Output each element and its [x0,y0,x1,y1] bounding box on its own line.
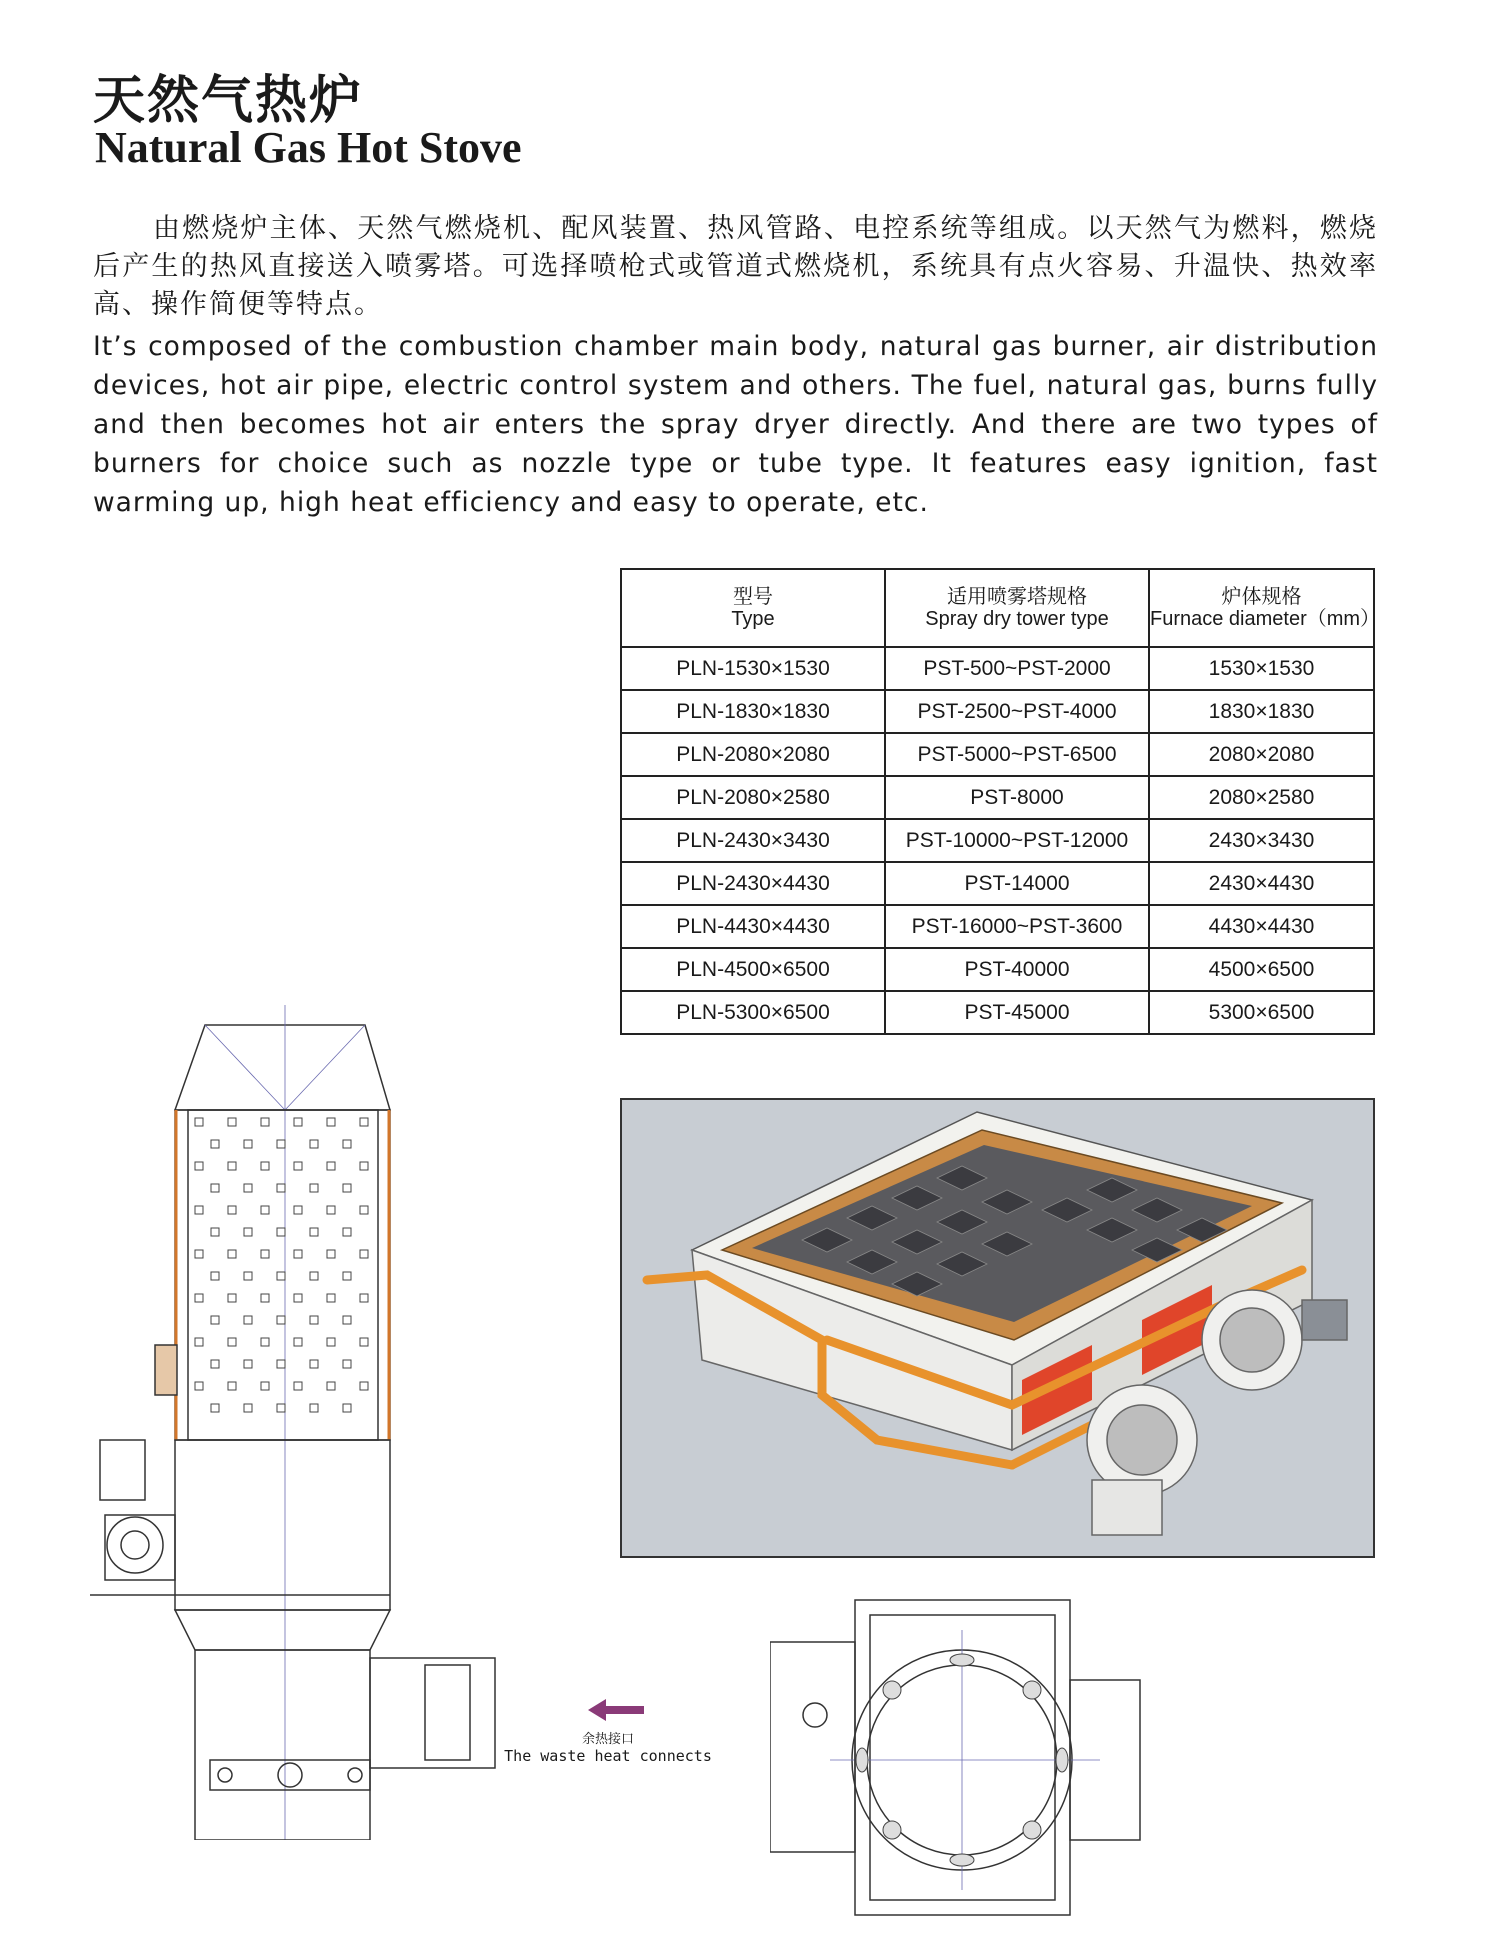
cell-diameter: 1530×1530 [1149,647,1374,690]
header-furnace-cn: 炉体规格 [1221,584,1302,608]
table-row [621,690,1374,733]
cell-diameter: 1830×1830 [1149,690,1374,733]
cell-diameter: 4430×4430 [1149,905,1374,948]
cell-diameter: 2430×4430 [1149,862,1374,905]
header-spray-tower-cn: 适用喷雾塔规格 [947,584,1087,608]
furnace-render-illustration [622,1100,1373,1556]
waste-heat-label [498,1728,718,1765]
header-type-en: Type [731,608,775,630]
table-header-row [621,569,1374,647]
cell-type: PLN-2430×4430 [621,862,885,905]
cell-type: PLN-2430×3430 [621,819,885,862]
table-row [621,776,1374,819]
cell-diameter: 2080×2580 [1149,776,1374,819]
header-furnace-en: Furnace diameter（mm） [1150,608,1381,630]
furnace-3d-render [620,1098,1375,1558]
header-type [621,569,885,647]
waste-heat-label-cn: 余热接口 [581,1732,634,1747]
stove-plan-drawing [770,1590,1170,1920]
cell-type: PLN-1830×1830 [621,690,885,733]
cell-diameter: 2080×2080 [1149,733,1374,776]
cell-type: PLN-5300×6500 [621,991,885,1034]
cell-tower: PST-14000 [885,862,1149,905]
cell-tower: PST-2500~PST-4000 [885,690,1149,733]
table-row [621,905,1374,948]
spec-table [620,568,1381,1035]
cell-diameter: 2430×3430 [1149,819,1374,862]
cell-diameter: 5300×6500 [1149,991,1374,1034]
cell-tower: PST-45000 [885,991,1149,1034]
description-en: It’s composed of the combustion chamber main body, natural gas burner, air distribution devices, hot air pipe, electric control system and others. The fuel, natural gas, burns fully and then becomes hot air enters the spray dryer directly. And there are two types of burners for choice such as nozzle type or tube type. It features easy ignition, fast warming up, high heat efficiency and easy to operate, etc. [93,331,1378,518]
header-spray-tower-en: Spray dry tower type [925,608,1109,630]
cell-type: PLN-2080×2080 [621,733,885,776]
cell-type: PLN-4500×6500 [621,948,885,991]
cell-diameter: 4500×6500 [1149,948,1374,991]
table-row [621,647,1374,690]
cell-type: PLN-4430×4430 [621,905,885,948]
table-row [621,948,1374,991]
waste-heat-label-en: The waste heat connects [504,1747,712,1765]
header-type-cn: 型号 [733,584,773,608]
arrow-left-icon [588,1697,648,1723]
page-title-en: Natural Gas Hot Stove [95,123,522,172]
table-row [621,991,1374,1034]
page-title-cn: 天然气热炉 [93,71,364,131]
stove-elevation-drawing [90,1000,510,1840]
cell-tower: PST-5000~PST-6500 [885,733,1149,776]
cell-tower: PST-10000~PST-12000 [885,819,1149,862]
table-row [621,862,1374,905]
header-furnace-diameter [1149,569,1381,647]
header-spray-tower [885,569,1149,647]
cell-type: PLN-2080×2580 [621,776,885,819]
cell-type: PLN-1530×1530 [621,647,885,690]
table-row [621,819,1374,862]
description-cn: 由燃烧炉主体、天然气燃烧机、配风装置、热风管路、电控系统等组成。以天然气为燃料，燃烧后产生的热风直接送入喷雾塔。可选择喷枪式或管道式燃烧机，系统具有点火容易、升温快、热效率高、操作简便等特点。 [93,213,1378,320]
cell-tower: PST-8000 [885,776,1149,819]
cell-tower: PST-500~PST-2000 [885,647,1149,690]
cell-tower: PST-40000 [885,948,1149,991]
table-row [621,733,1374,776]
cell-tower: PST-16000~PST-3600 [885,905,1149,948]
